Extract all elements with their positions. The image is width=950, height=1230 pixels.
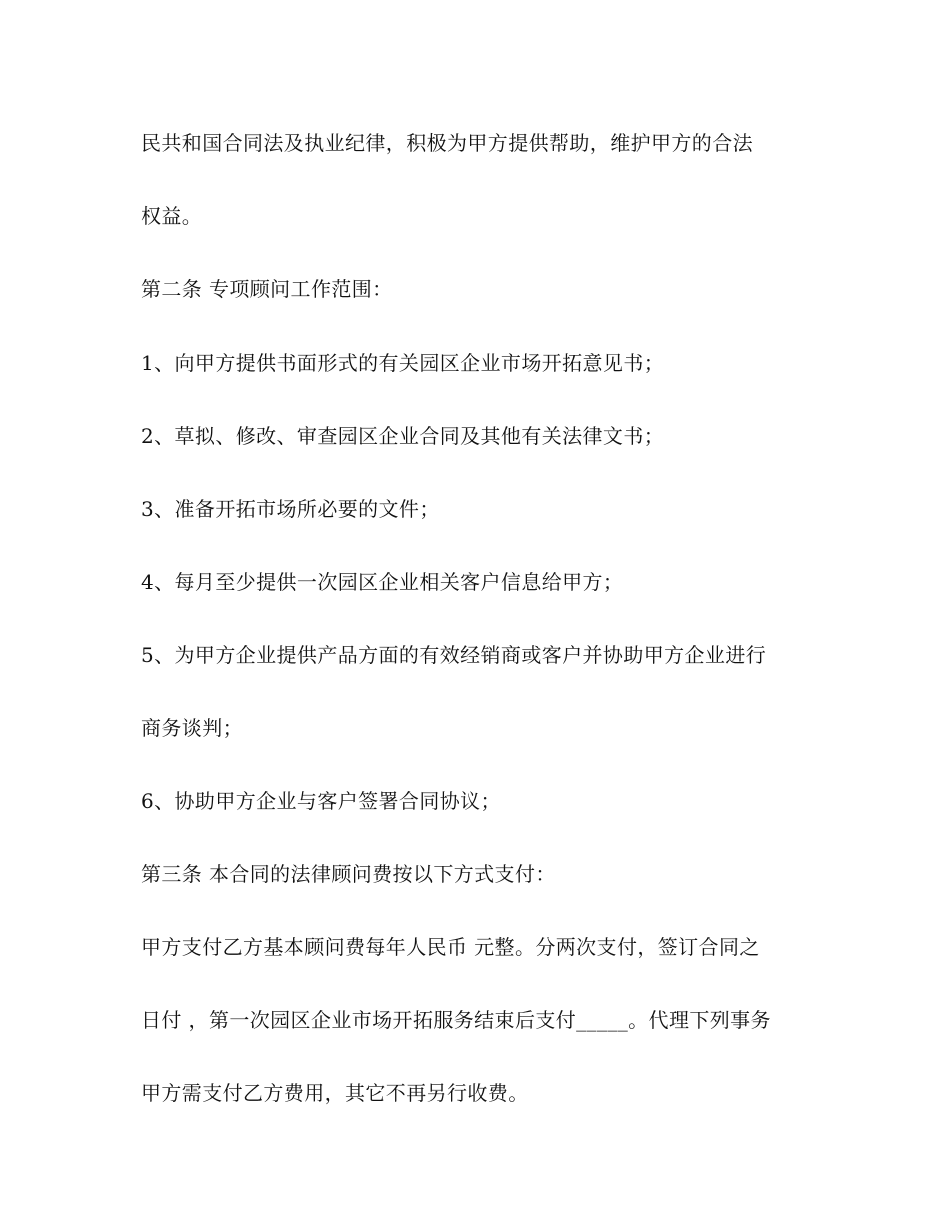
payment-line-2: 日付 ，第一次园区企业市场开拓服务结束后支付_____。代理下列事务 <box>141 1008 771 1032</box>
scope-item-3: 3、准备开拓市场所必要的文件； <box>141 497 440 521</box>
scope-item-4: 4、每月至少提供一次园区企业相关客户信息给甲方； <box>141 570 624 594</box>
payment-line-3: 甲方需支付乙方费用，其它不再另行收费。 <box>141 1081 529 1105</box>
scope-item-1: 1、向甲方提供书面形式的有关园区企业市场开拓意见书； <box>141 351 665 375</box>
article-three-heading: 第三条 本合同的法律顾问费按以下方式支付： <box>141 862 556 886</box>
article-two-heading: 第二条 专项顾问工作范围： <box>141 277 393 301</box>
payment-line-1: 甲方支付乙方基本顾问费每年人民币 元整。分两次支付，签订合同之 <box>141 935 760 959</box>
scope-item-5: 5、为甲方企业提供产品方面的有效经销商或客户并协助甲方企业进行 <box>141 643 767 667</box>
scope-item-6: 6、协助甲方企业与客户签署合同协议； <box>141 789 501 813</box>
scope-item-2: 2、草拟、修改、审查园区企业合同及其他有关法律文书； <box>141 424 665 448</box>
paragraph-line-2: 权益。 <box>141 204 203 228</box>
paragraph-line-1: 民共和国合同法及执业纪律，积极为甲方提供帮助，维护甲方的合法 <box>141 131 753 155</box>
scope-item-5-continued: 商务谈判； <box>141 716 243 740</box>
